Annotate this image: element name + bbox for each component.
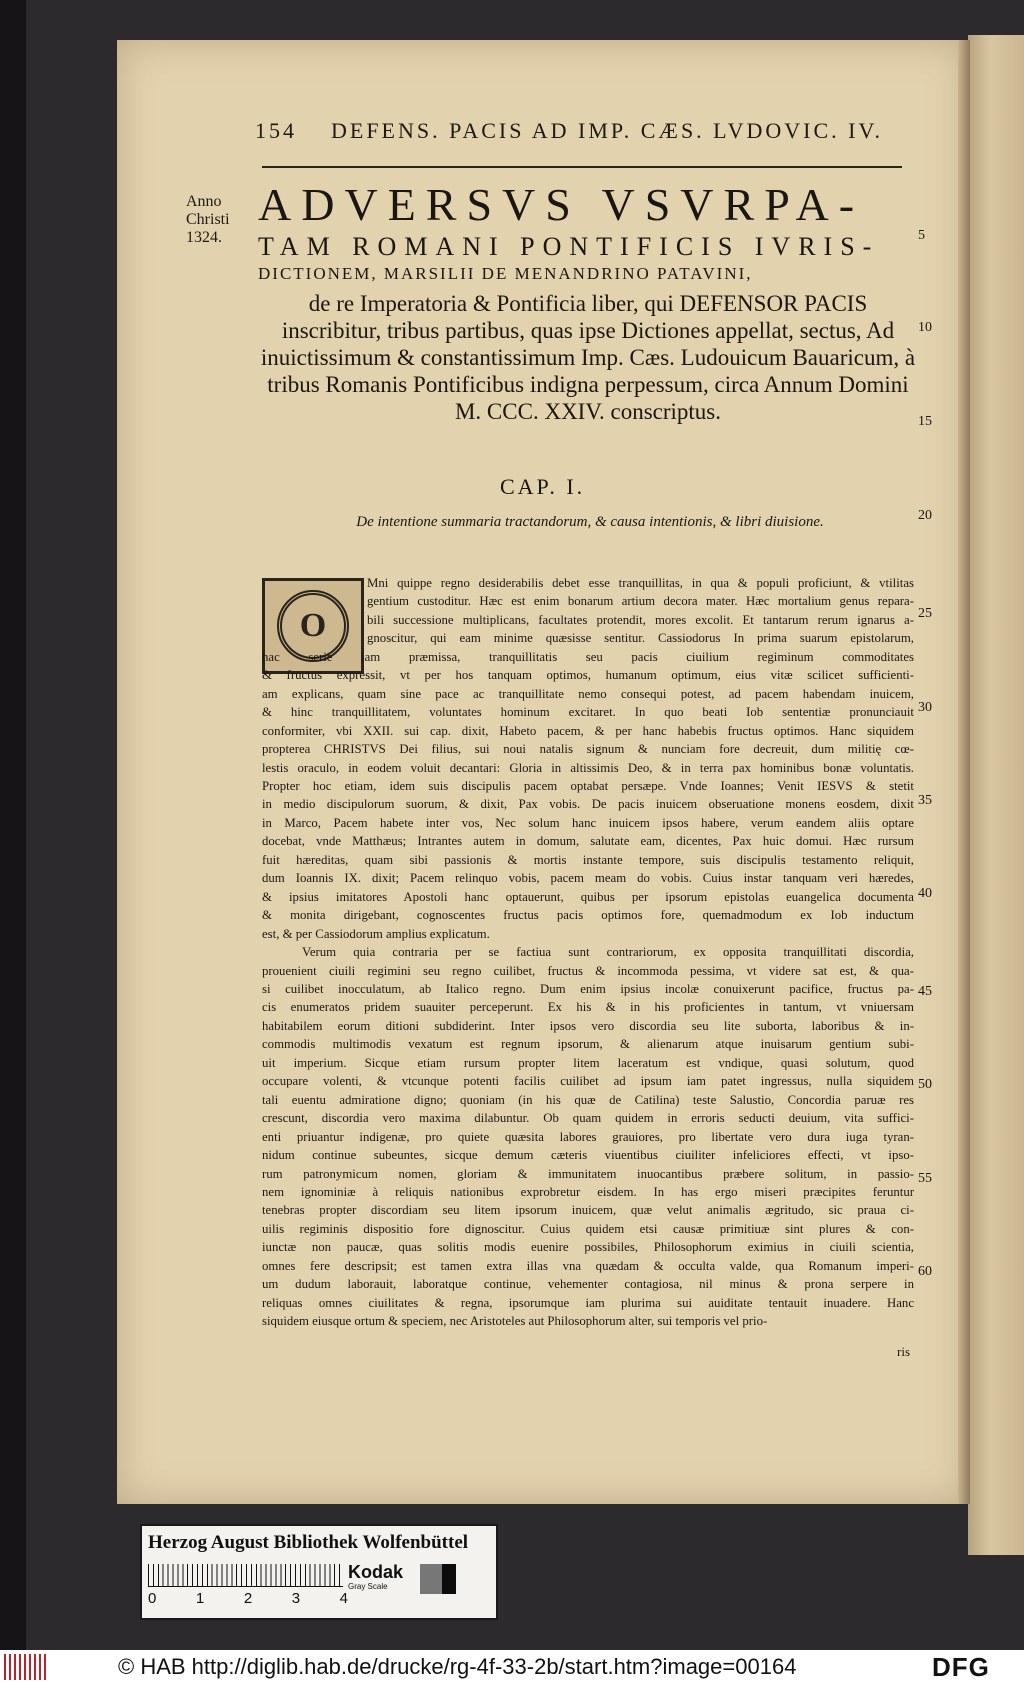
text-line: siquidem eiusque ortum & speciem, nec Aristoteles aut Philosophorum alter, sui temporis vel prio- xyxy=(262,1314,768,1329)
margin-note-line: 1324. xyxy=(186,229,222,246)
running-head xyxy=(255,118,883,144)
title-line-2: TAM ROMANI PONTIFICIS IVRIS- xyxy=(258,232,880,261)
text-line: am explicans, quam sine pace ac tranquillitate nemo consequi potest, ad pacem habendam inuicem, xyxy=(262,686,914,701)
text-line: Verum quia contraria per se factiua sunt contrariorum, ex opposita tranquillitati discordia, xyxy=(302,945,914,960)
text-line: propterea CHRISTVS Dei filius, sui noui natalis signum & nunciam fore decreuit, dum militię cœ- xyxy=(262,742,914,757)
kodak-logo: Kodak xyxy=(348,1562,404,1582)
title-body: de re Imperatoria & Pontificia liber, qui DEFENSOR PACIS inscribitur, tribus partibus, quas ipse Dictiones appellat, sectus, Ad inuictissimum & constantissimum Imp. Cæs. Ludouicum Bauaricum, à tribus Romanis Pontificibus indigna perpessum, circa Annum Domini M. CCC. XXIV. conscriptus. xyxy=(260,291,916,424)
main-text xyxy=(262,574,914,1331)
catchword: ris xyxy=(897,1344,910,1359)
margin-note xyxy=(186,193,230,247)
scan-edge xyxy=(0,0,26,1650)
text-line: gentium custoditur. Hæc est enim bonarum artium decora mater. Hæc mortalium genus repara- xyxy=(367,594,914,609)
line-number: 5 xyxy=(918,228,925,243)
text-line: Mni quippe regno desiderabilis debet esse tranquillitas, in qua & populi proficiunt, & vtilitas xyxy=(367,576,914,590)
running-head-text: DEFENS. PACIS AD IMP. CÆS. LVDOVIC. IV. xyxy=(331,118,884,143)
text-line: si cuilibet inocculatum, ab Italico regno. Dum enim ipsius incolæ conuixerunt pacifice, fructus pa- xyxy=(262,981,914,996)
title-line-3: DICTIONEM, MARSILII DE MENANDRINO PATAVINI, xyxy=(258,264,753,283)
gray-scale-caption: Gray Scale xyxy=(348,1582,388,1591)
text-line: docebat, vnde Matthæus; Intrantes autem in domum, salutate eam, dicentes, Pax huic domui. Hæc rursum xyxy=(262,834,914,849)
text-line: in Marco, Pacem habete inter vos, Nec solum hanc inuicem ipsos habere, verum eandem aliis optare xyxy=(262,815,914,830)
initial-ornament: O xyxy=(277,590,349,662)
text-line: tenebras propter discordiam seu litem ipsorum inuicem, quæ velut animalis ægritudo, sic praua ci- xyxy=(262,1203,914,1218)
text-line: enti priuantur indigenæ, pro quiete quæsita labores grauiores, pro libertate vero dura iuga tyran- xyxy=(262,1129,914,1144)
text-line: & ipsius imitatores Apostoli hanc optauerunt, quibus per ipsorum epistolas euangelica documenta xyxy=(262,889,914,904)
text-line: tali euentu admiratione digno; quoniam (in his quæ de Catilina) teste Salustio, Concordia paruæ res xyxy=(262,1092,914,1107)
ruler-number: 1 xyxy=(195,1590,205,1607)
chapter-subtitle: De intentione summaria tractandorum, & causa intentionis, & libri diuisione. xyxy=(356,514,824,530)
text-line: reliquas omnes ciuilitates & regna, ipsorumque iam plurima sui auiditate tentauit inuadere. Hanc xyxy=(262,1295,914,1310)
text-line: uit imperium. Sicque etiam rursum propter litem laceratum est vndique, quasi solutum, quod xyxy=(262,1055,914,1070)
library-name: Herzog August Bibliothek Wolfenbüttel xyxy=(148,1532,469,1553)
ruler-numbers xyxy=(148,1590,348,1607)
footer-credit-link[interactable]: © HAB http://diglib.hab.de/drucke/rg-4f-33-2b/start.htm?image=00164 xyxy=(118,1654,797,1679)
hab-barcode-icon xyxy=(4,1654,48,1680)
text-line: commodis multimodis vexatum est regnum ipsorum, & alienarum atque inuisarum gentium subi- xyxy=(262,1037,914,1052)
text-line: dum Ioannis IX. dixit; Pacem relinquo vobis, pacem meam do vobis. Cuius instar tanquam veri hæredes, xyxy=(262,871,914,886)
dfg-logo: DFG xyxy=(932,1652,990,1682)
line-number: 10 xyxy=(918,320,932,335)
text-line: hac serie iam præmissa, tranquillitatis seu pacis ciuilium regiminum commoditates xyxy=(262,649,914,664)
text-line: & monita dirigebant, cognoscentes fructus pacis optimos fore, quemadmodum ex Iob inductum xyxy=(262,908,914,923)
chapter-heading: CAP. I. xyxy=(500,474,586,499)
text-line: gnoscitur, qui eam minime quæsisse sentitur. Cassiodorus In prima suarum epistolarum, xyxy=(367,631,914,646)
text-line: iunctæ non paucæ, quas solitis modis euenire possibiles, Philosophorum eximius in ciuili scientia, xyxy=(262,1240,914,1255)
ruler-number: 3 xyxy=(291,1590,301,1607)
library-label-card xyxy=(140,1524,498,1620)
text-line: nem ignominiæ à reliquis nationibus exprobretur eisdem. In has ergo miseri præcipites feruntur xyxy=(262,1184,914,1199)
text-line: lestis oraculo, in eodem voluit decantari: Gloria in altissimis Deo, & in terra pax hominibus bonæ voluntatis. xyxy=(262,760,914,775)
text-line: omnes fere descripsit; est tamen extra illas vna quædam & occulta valde, qua Romanum imperi- xyxy=(262,1258,914,1273)
line-number: 55 xyxy=(918,1171,932,1186)
text-line: cis enumeratos pridem suauiter perceperunt. Ex his & in his proficientes in tantum, vt vniuersam xyxy=(262,1000,914,1015)
text-line: fuit hæreditas, quam sibi passionis & mortis instante tempore, suis discipulis testamento reliquit, xyxy=(262,852,914,867)
line-number: 30 xyxy=(918,700,932,715)
text-line: bili successione multiplicans, facultates protendit, mores excolit. Et tantarum rerum ignarus a- xyxy=(367,612,914,627)
title-line-1: ADVERSVS VSVRPA- xyxy=(258,179,865,230)
page-number: 154 xyxy=(255,118,297,143)
line-number: 40 xyxy=(918,886,932,901)
head-rule xyxy=(262,166,902,168)
page-gutter xyxy=(958,40,970,1504)
text-line: est, & per Cassiodorum amplius explicatum. xyxy=(262,926,490,941)
text-line: conformiter, vbi XXII. sui cap. dixit, Habeto pacem, & per hanc habebis fructus optimos. Hanc siquidem xyxy=(262,723,914,738)
text-line: occupare volenti, & vtcunque potenti facilis cuilibet ad ipsum iam patet ingressus, nulla siquidem xyxy=(262,1074,914,1089)
margin-note-line: Anno xyxy=(186,193,222,210)
text-line: in medio discipulorum suorum, & dixit, Pax vobis. De pacis inuicem obseruatione monens eosdem, dixit xyxy=(262,797,914,812)
text-line: & fructus expressit, vt per hos tanquam optimos, humanum optimum, eius vitæ scilicet sufficienti- xyxy=(262,668,914,683)
text-line: uilis regiminis dispositio fore dignoscitur. Cuius quidem etsi causæ primitiuæ sint plures & con- xyxy=(262,1221,914,1236)
text-line: & hinc tranquillitatem, voluntates hominum excitaret. In quo beati Iob sententiæ pronunciauit xyxy=(262,705,914,720)
gray-swatch xyxy=(420,1564,442,1594)
text-line: nidum continue subeuntes, sicque demum cæteris viuentibus ciuiliter infeliciores effecti, vt ipso- xyxy=(262,1148,914,1163)
black-swatch xyxy=(442,1564,456,1594)
ruler-number: 2 xyxy=(243,1590,253,1607)
text-line: um dudum laborauit, laboratque continue, vehementer contagiosa, nil minus & prona serpere in xyxy=(262,1277,914,1292)
line-number: 60 xyxy=(918,1264,932,1279)
line-number: 25 xyxy=(918,606,932,621)
facing-page-edge xyxy=(968,35,1024,1555)
line-number: 35 xyxy=(918,793,932,808)
ruler-number: 4 xyxy=(339,1590,348,1607)
text-line: crescunt, discordia vero maxima dilabuntur. Ob quam quidem in erroris seducti deuium, vita suffici- xyxy=(262,1111,914,1126)
text-line: habitabilem eorum ditioni subdiderint. Inter ipsos vero discordia seu lite suborta, laboribus & in- xyxy=(262,1018,914,1033)
line-number: 15 xyxy=(918,414,932,429)
footer-bar xyxy=(0,1650,1024,1683)
line-number: 45 xyxy=(918,984,932,999)
scale-ruler xyxy=(148,1564,343,1587)
text-line: rum patronymicum nomen, gloriam & immunitatem inuocantibus præbere solitum, in passio- xyxy=(262,1166,914,1181)
text-line: Propter hoc etiam, idem suis discipulis pacem optabat persæpe. Vnde Ioannes; Venit IESVS & stetit xyxy=(262,778,914,793)
line-number: 20 xyxy=(918,508,932,523)
ruler-number: 0 xyxy=(148,1590,157,1607)
line-number: 50 xyxy=(918,1077,932,1092)
text-line: prouenient ciuili regimini seu regno cuilibet, fructus & incommoda pessima, vt videre sat est, & qua- xyxy=(262,963,914,978)
margin-note-line: Christi xyxy=(186,211,230,228)
